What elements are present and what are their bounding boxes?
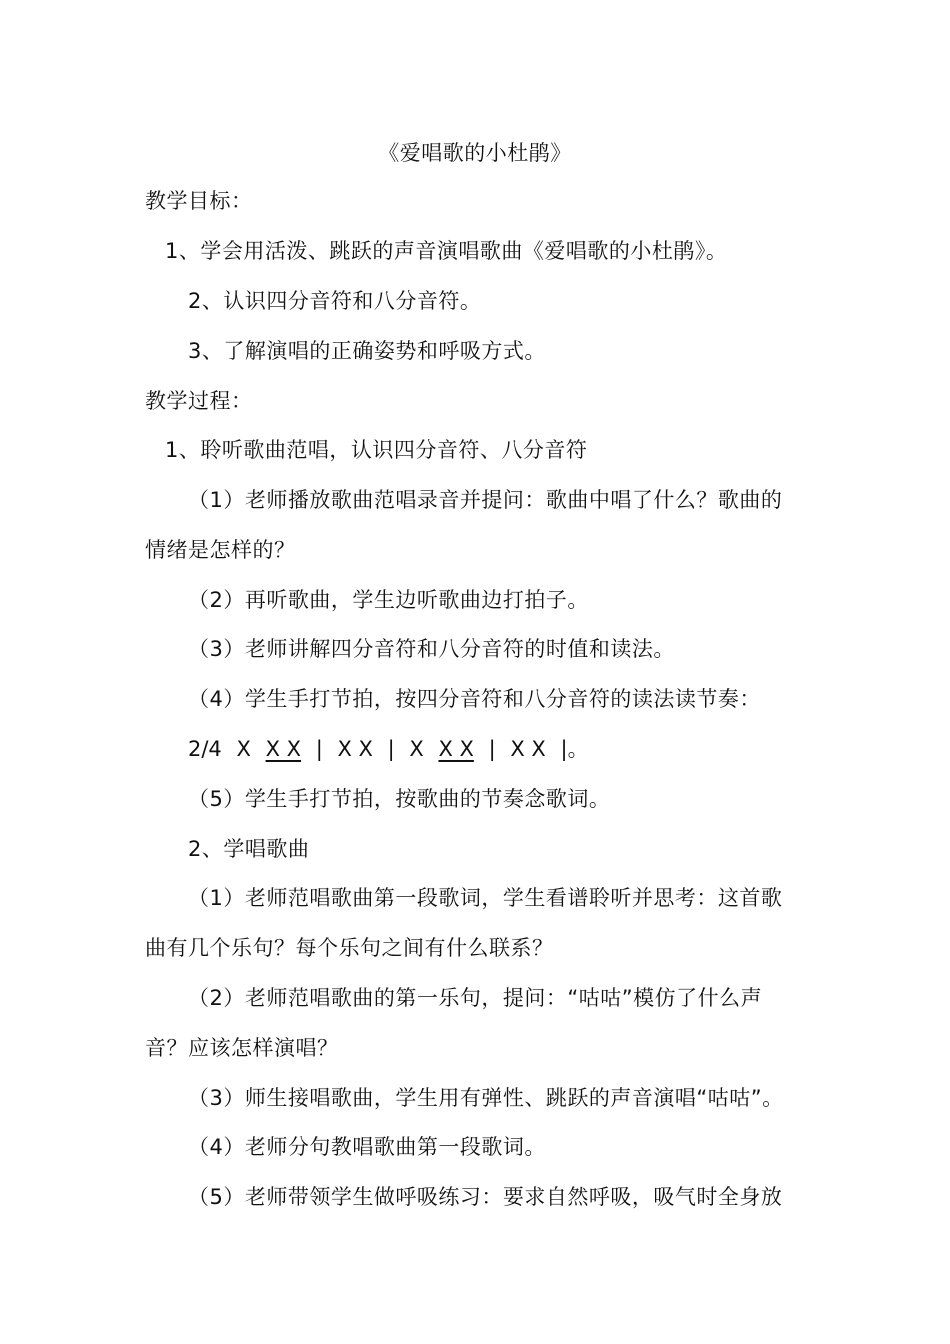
rhythm-barline: | [488,737,496,761]
objective-item: 1、学会用活泼、跳跃的声音演唱歌曲《爱唱歌的小杜鹃》。 [165,239,728,263]
rhythm-line [188,734,597,764]
step1-item-1-line2: 情绪是怎样的？ [145,538,296,562]
objectives-heading: 教学目标： [145,189,253,213]
step2-item-5: （5）老师带领学生做呼吸练习：要求自然呼吸，吸气时全身放 [188,1185,783,1209]
document-title: 《爱唱歌的小杜鹃》 [378,141,572,165]
step2-item-2-line1: （2）老师范唱歌曲的第一乐句，提问：“咕咕”模仿了什么声 [188,986,763,1010]
rhythm-note: X [409,737,424,761]
rhythm-note-pair: X X [510,737,546,761]
rhythm-note: X [236,737,251,761]
rhythm-note-pair: X X [337,737,373,761]
step2-item-4: （4）老师分句教唱歌曲第一段歌词。 [188,1135,546,1159]
step1-item-4: （4）学生手打节拍，按四分音符和八分音符的读法读节奏： [188,687,761,711]
step2-item-1-line2: 曲有几个乐句？每个乐句之间有什么联系？ [145,936,554,960]
process-heading: 教学过程： [145,389,253,413]
objective-item: 2、认识四分音符和八分音符。 [188,289,482,313]
step2-item-1-line1: （1）老师范唱歌曲第一段歌词，学生看谱聆听并思考：这首歌 [188,886,783,910]
step2-item-2-line2: 音？应该怎样演唱？ [145,1036,339,1060]
step1-item-2: （2）再听歌曲，学生边听歌曲边打拍子。 [188,588,589,612]
step1-item-1-line1: （1）老师播放歌曲范唱录音并提问：歌曲中唱了什么？歌曲的 [188,488,783,512]
step1-item-3: （3）老师讲解四分音符和八分音符的时值和读法。 [188,637,675,661]
step1-heading: 1、聆听歌曲范唱，认识四分音符、八分音符 [165,438,588,462]
rhythm-eighth-pair: X X [265,737,302,761]
step2-item-3: （3）师生接唱歌曲，学生用有弹性、跳跃的声音演唱“咕咕”。 [188,1086,784,1110]
step2-heading: 2、学唱歌曲 [188,837,310,861]
objective-item: 3、了解演唱的正确姿势和呼吸方式。 [188,339,546,363]
rhythm-barline: | [315,737,323,761]
rhythm-final-barline: |。 [560,737,589,761]
rhythm-meter: 2/4 [188,737,222,761]
rhythm-barline: | [387,737,395,761]
rhythm-eighth-pair: X X [438,737,474,761]
step1-item-5: （5）学生手打节拍，按歌曲的节奏念歌词。 [188,787,611,811]
